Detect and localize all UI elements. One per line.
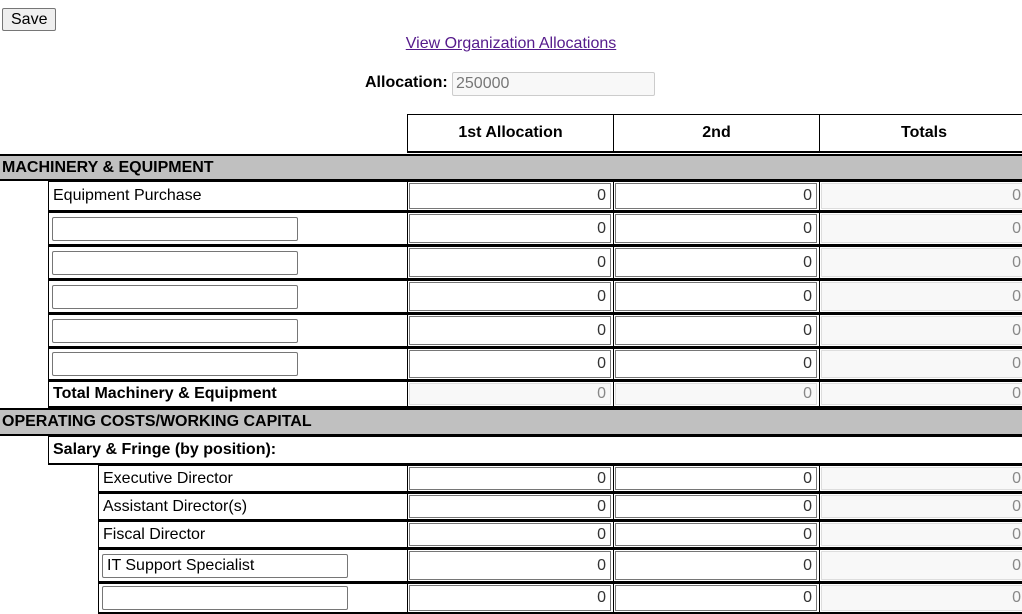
row-label: Total Machinery & Equipment [53, 385, 277, 402]
first-allocation-input[interactable] [409, 248, 611, 277]
total-value [821, 383, 1022, 405]
total-value [821, 467, 1022, 490]
table-row [0, 314, 1022, 348]
line-item-name-input[interactable]: IT Support Specialist [102, 554, 348, 578]
second-allocation-input[interactable] [615, 523, 817, 546]
second-allocation-input[interactable] [615, 495, 817, 518]
column-header-2nd: 2nd [613, 114, 820, 153]
line-item-name-input[interactable] [52, 285, 298, 309]
row-label: Salary & Fringe (by position): [53, 441, 277, 458]
table-row [0, 436, 1022, 465]
row-label-cell [48, 381, 408, 408]
total-row [0, 381, 1022, 408]
first-allocation-input[interactable] [409, 350, 611, 378]
line-item-name-input[interactable] [52, 319, 298, 343]
org-allocations-link-wrap [0, 35, 1022, 53]
row-label-cell [48, 348, 408, 381]
row-label-cell [98, 549, 408, 583]
row-label-cell [98, 465, 408, 493]
row-label: Executive Director [103, 469, 233, 487]
first-allocation-input [409, 383, 611, 405]
allocation-input [452, 72, 655, 96]
table-row [0, 246, 1022, 280]
row-label-cell [48, 436, 1022, 465]
total-value [821, 282, 1022, 311]
row-label-cell [48, 212, 408, 246]
line-item-name-input[interactable] [102, 586, 348, 610]
line-item-name-input[interactable] [52, 217, 298, 241]
row-label-cell [98, 583, 408, 614]
table-row [0, 521, 1022, 549]
second-allocation-input [615, 383, 817, 405]
table-row [0, 549, 1022, 583]
total-value [821, 183, 1022, 209]
line-item-name-input[interactable] [52, 352, 298, 376]
row-label-cell [48, 280, 408, 314]
total-value [821, 316, 1022, 345]
second-allocation-input[interactable] [615, 350, 817, 378]
table-row [0, 465, 1022, 493]
row-label-cell [48, 181, 408, 212]
row-label: Equipment Purchase [53, 187, 202, 204]
second-allocation-input[interactable] [615, 183, 817, 209]
row-label-cell [98, 493, 408, 521]
table-row [0, 493, 1022, 521]
table-row [0, 212, 1022, 246]
second-allocation-input[interactable] [615, 282, 817, 311]
first-allocation-input[interactable] [409, 183, 611, 209]
total-value [821, 495, 1022, 518]
row-label-cell [48, 246, 408, 280]
total-value [821, 248, 1022, 277]
table-row [0, 181, 1022, 212]
column-header-totals: Totals [819, 114, 1022, 153]
section-header: OPERATING COSTS/WORKING CAPITAL [0, 408, 1022, 436]
row-label: Assistant Director(s) [103, 497, 248, 515]
row-label-cell [48, 314, 408, 348]
row-label: Fiscal Director [103, 525, 206, 543]
total-value [821, 214, 1022, 243]
table-row [0, 583, 1022, 614]
allocation-label: Allocation: [365, 74, 448, 91]
save-button[interactable]: Save [2, 8, 56, 31]
second-allocation-input[interactable] [615, 248, 817, 277]
second-allocation-input[interactable] [615, 585, 817, 611]
table-row [0, 348, 1022, 381]
first-allocation-input[interactable] [409, 585, 611, 611]
column-header-1st-allocation: 1st Allocation [407, 114, 614, 153]
second-allocation-input[interactable] [615, 551, 817, 580]
first-allocation-input[interactable] [409, 467, 611, 490]
first-allocation-input[interactable] [409, 495, 611, 518]
row-label-cell [98, 521, 408, 549]
first-allocation-input[interactable] [409, 214, 611, 243]
table-row [0, 280, 1022, 314]
second-allocation-input[interactable] [615, 316, 817, 345]
total-value [821, 523, 1022, 546]
section-header: MACHINERY & EQUIPMENT [0, 154, 1022, 181]
total-value [821, 350, 1022, 378]
second-allocation-input[interactable] [615, 214, 817, 243]
first-allocation-input[interactable] [409, 316, 611, 345]
view-organization-allocations-link[interactable]: View Organization Allocations [405, 35, 617, 52]
first-allocation-input[interactable] [409, 551, 611, 580]
first-allocation-input[interactable] [409, 282, 611, 311]
total-value [821, 551, 1022, 580]
second-allocation-input[interactable] [615, 467, 817, 490]
line-item-name-input[interactable] [52, 251, 298, 275]
total-value [821, 585, 1022, 611]
first-allocation-input[interactable] [409, 523, 611, 546]
